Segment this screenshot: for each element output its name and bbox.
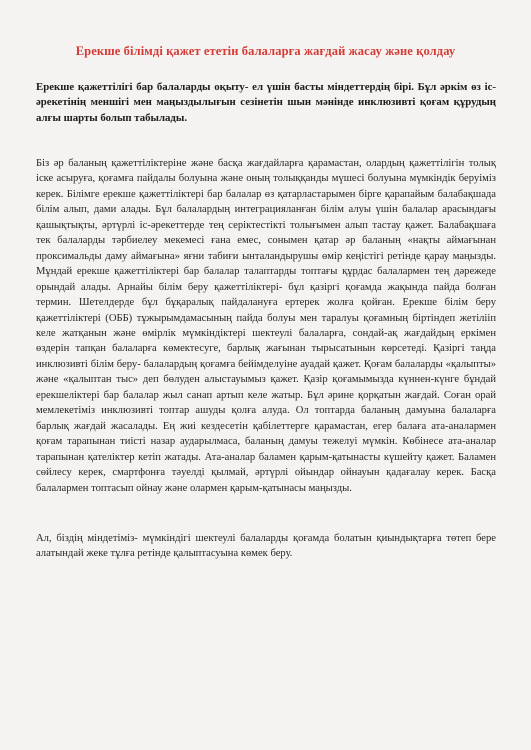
closing-paragraph: Ал, біздің міндетіміз- мүмкіндігі шектеулі балаларды қоғамда болатын қиындықтарға төтеп бере алатындай жеке тұлға ретінде қалыптасуына көмек беру. [36,533,496,560]
main-paragraph: Біз әр баланың қажеттіліктеріне және басқа жағдайларға қарамастан, олардың қажеттілігін толық іске асыруға, қоғамға пайдалы болуына және оның толыққанды мүшесі болуына мүмкіндік беруіміз керек. Білімге ерекше қажеттіліктері бар балалар өз қатарластарымен бірге қарапайым балабақшада білім алып, дами алады. Бұл балалардың интеграцияланған білім алуы үшін балалар арасындағы қашықтықты, әртүрлі іс-әрекеттерде тең серіктестікті толығымен алып тастау қажет. Балабақшаға тек балаларды тәрбиелеу мекемесі ғана емес, сонымен қатар әр баланың «нақты аймағынан проксимальды даму аймағына» яғни табиғи ынталандырушы өмір кеңістігі ретінде қарау маңызды. Мұндай ерекше қажеттіліктері бар балалар талаптарды топтағы құрдас балалармен тең дәрежеде орындай алады. Арнайы білім беру қажеттіліктері- бұл қазіргі қоғамда жақында пайда болған термин. Шетелдерде бұл бұқаралық пайдалануға ертерек жолға қойған. Ерекше білім беру қажеттіліктері (ОББ) тұжырымдамасының пайда болуы мен таралуы қоғамның біртіндеп жетілііп келе жатқанын және өмірлік мүмкіндіктері шектеулі балаларға, сондай-ақ жағдайдың еркімен өздерін тапқан балаларға көмектесуге, барлық жағынан тырысатынын көрсетеді. Қазіргі таңда инклюзивті білім беру- балалардың қоғамға бейімделуіне ауадай қажет. Қоғам балаларды «қалыпты» және «қалыптан тыс» деп бөлуден алыстауымыз қажет. Қазір қоғамымызда күннен-күнге бұндай ерекшеліктері бар балалар жыл санап артып келе жатыр. Бұл әрине қорқатын жағдай. Соған орай мемлекетіміз инклюзивті топтар ашуды қолға алуда. Ол топтарда баланың дамуына балаларға барлық жағдай жасалады. Ең жиі кездесетін қабілеттерге қарамастан, егер балаға ата-аналармен қоғам тарапынан тиісті назар аударылмаса, баланың дамуы тежелуі мүмкін. Көбінесе ата-аналар тарапынан қателіктер кетіп жатады. Ата-аналар баламен қарым-қатынасты күшейту қажет. Баламен сөйлесу керек, смартфонға тәуелді қылмай, әртүрлі ойындар ойнауын қадағалау керек. Басқа балалармен топтасып ойнау және олармен қарым-қатынасы маңызды. [36,158,496,494]
intro-paragraph: Ерекше қажеттілігі бар балаларды оқыту- ел үшін басты міндеттердің бірі. Бұл әркім өз іс- әрекетінің меншігі мен маңыздылығын сезінетін шын мәнінде инклюзивті қоғам құрудың алғы шарты болып табылады. [36,81,496,124]
document-title: Ерекше білімді қажет ететін балаларға жағдай жасау және қолдау [75,44,456,58]
